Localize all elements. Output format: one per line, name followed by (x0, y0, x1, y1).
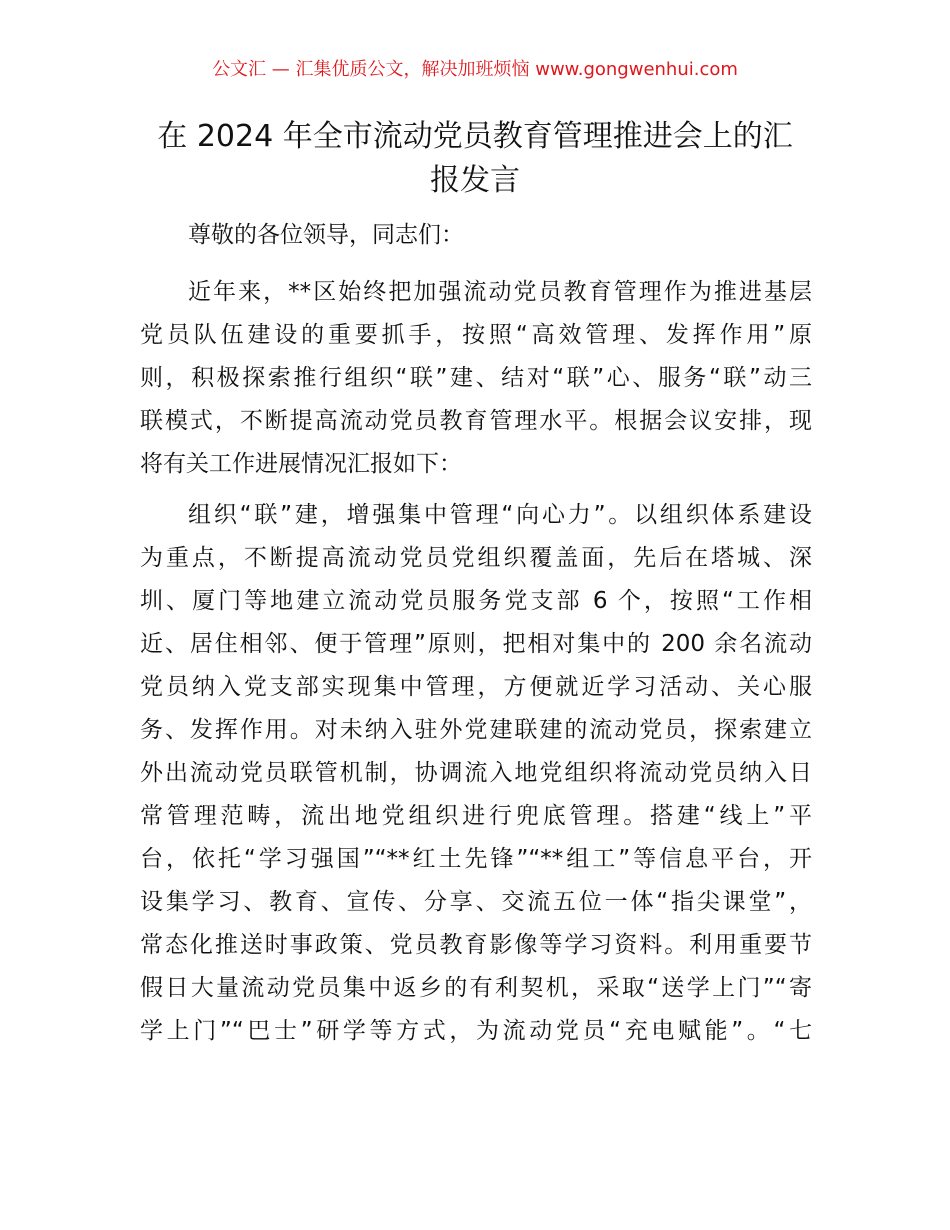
paragraph-organization (140, 494, 812, 1053)
paragraph-line: 学上门”“巴士”研学等方式，为流动党员“充电赋能”。“七 (140, 1018, 812, 1044)
paragraph-line: 将有关工作进展情况汇报如下： (140, 451, 462, 477)
site-banner: 公文汇 — 汇集优质公文，解决加班烦恼 www.gongwenhui.com (212, 59, 738, 80)
document-title (130, 115, 820, 203)
paragraph-line: 组织“联”建，增强集中管理“向心力”。以组织体系建设 (188, 502, 812, 528)
paragraph-line: 常管理范畴，流出地党组织进行兜底管理。搭建“线上”平 (140, 803, 812, 829)
document-body (140, 214, 812, 1061)
paragraph-line: 台，依托“学习强国”“**红土先锋”“**组工”等信息平台，开 (140, 846, 812, 872)
paragraph-line: 近、居住相邻、便于管理”原则，把相对集中的 200 余名流动 (140, 631, 812, 657)
paragraph-intro (140, 271, 812, 486)
paragraph-line: 联模式，不断提高流动党员教育管理水平。根据会议安排，现 (140, 408, 812, 434)
paragraph-line: 圳、厦门等地建立流动党员服务党支部 6 个，按照“工作相 (140, 588, 812, 614)
paragraph-line: 常态化推送时事政策、党员教育影像等学习资料。利用重要节 (140, 932, 812, 958)
paragraph-line: 务、发挥作用。对未纳入驻外党建联建的流动党员，探索建立 (140, 717, 812, 743)
paragraph-line: 则，积极探索推行组织“联”建、结对“联”心、服务“联”动三 (140, 365, 812, 391)
paragraph-line: 外出流动党员联管机制，协调流入地党组织将流动党员纳入日 (140, 760, 812, 786)
paragraph-line: 设集学习、教育、宣传、分享、交流五位一体“指尖课堂”， (140, 889, 812, 915)
paragraph-line: 假日大量流动党员集中返乡的有利契机，采取“送学上门”“寄 (140, 975, 812, 1001)
title-line: 报发言 (430, 163, 520, 198)
title-line: 在 2024 年全市流动党员教育管理推进会上的汇 (157, 119, 793, 154)
salutation (140, 214, 812, 257)
paragraph-line: 近年来，**区始终把加强流动党员教育管理作为推进基层 (188, 279, 812, 305)
paragraph-line: 党员队伍建设的重要抓手，按照“高效管理、发挥作用”原 (140, 322, 812, 348)
paragraph-line: 党员纳入党支部实现集中管理，方便就近学习活动、关心服 (140, 674, 812, 700)
salutation-text: 尊敬的各位领导，同志们： (188, 222, 464, 248)
paragraph-line: 为重点，不断提高流动党员党组织覆盖面，先后在塔城、深 (140, 545, 812, 571)
